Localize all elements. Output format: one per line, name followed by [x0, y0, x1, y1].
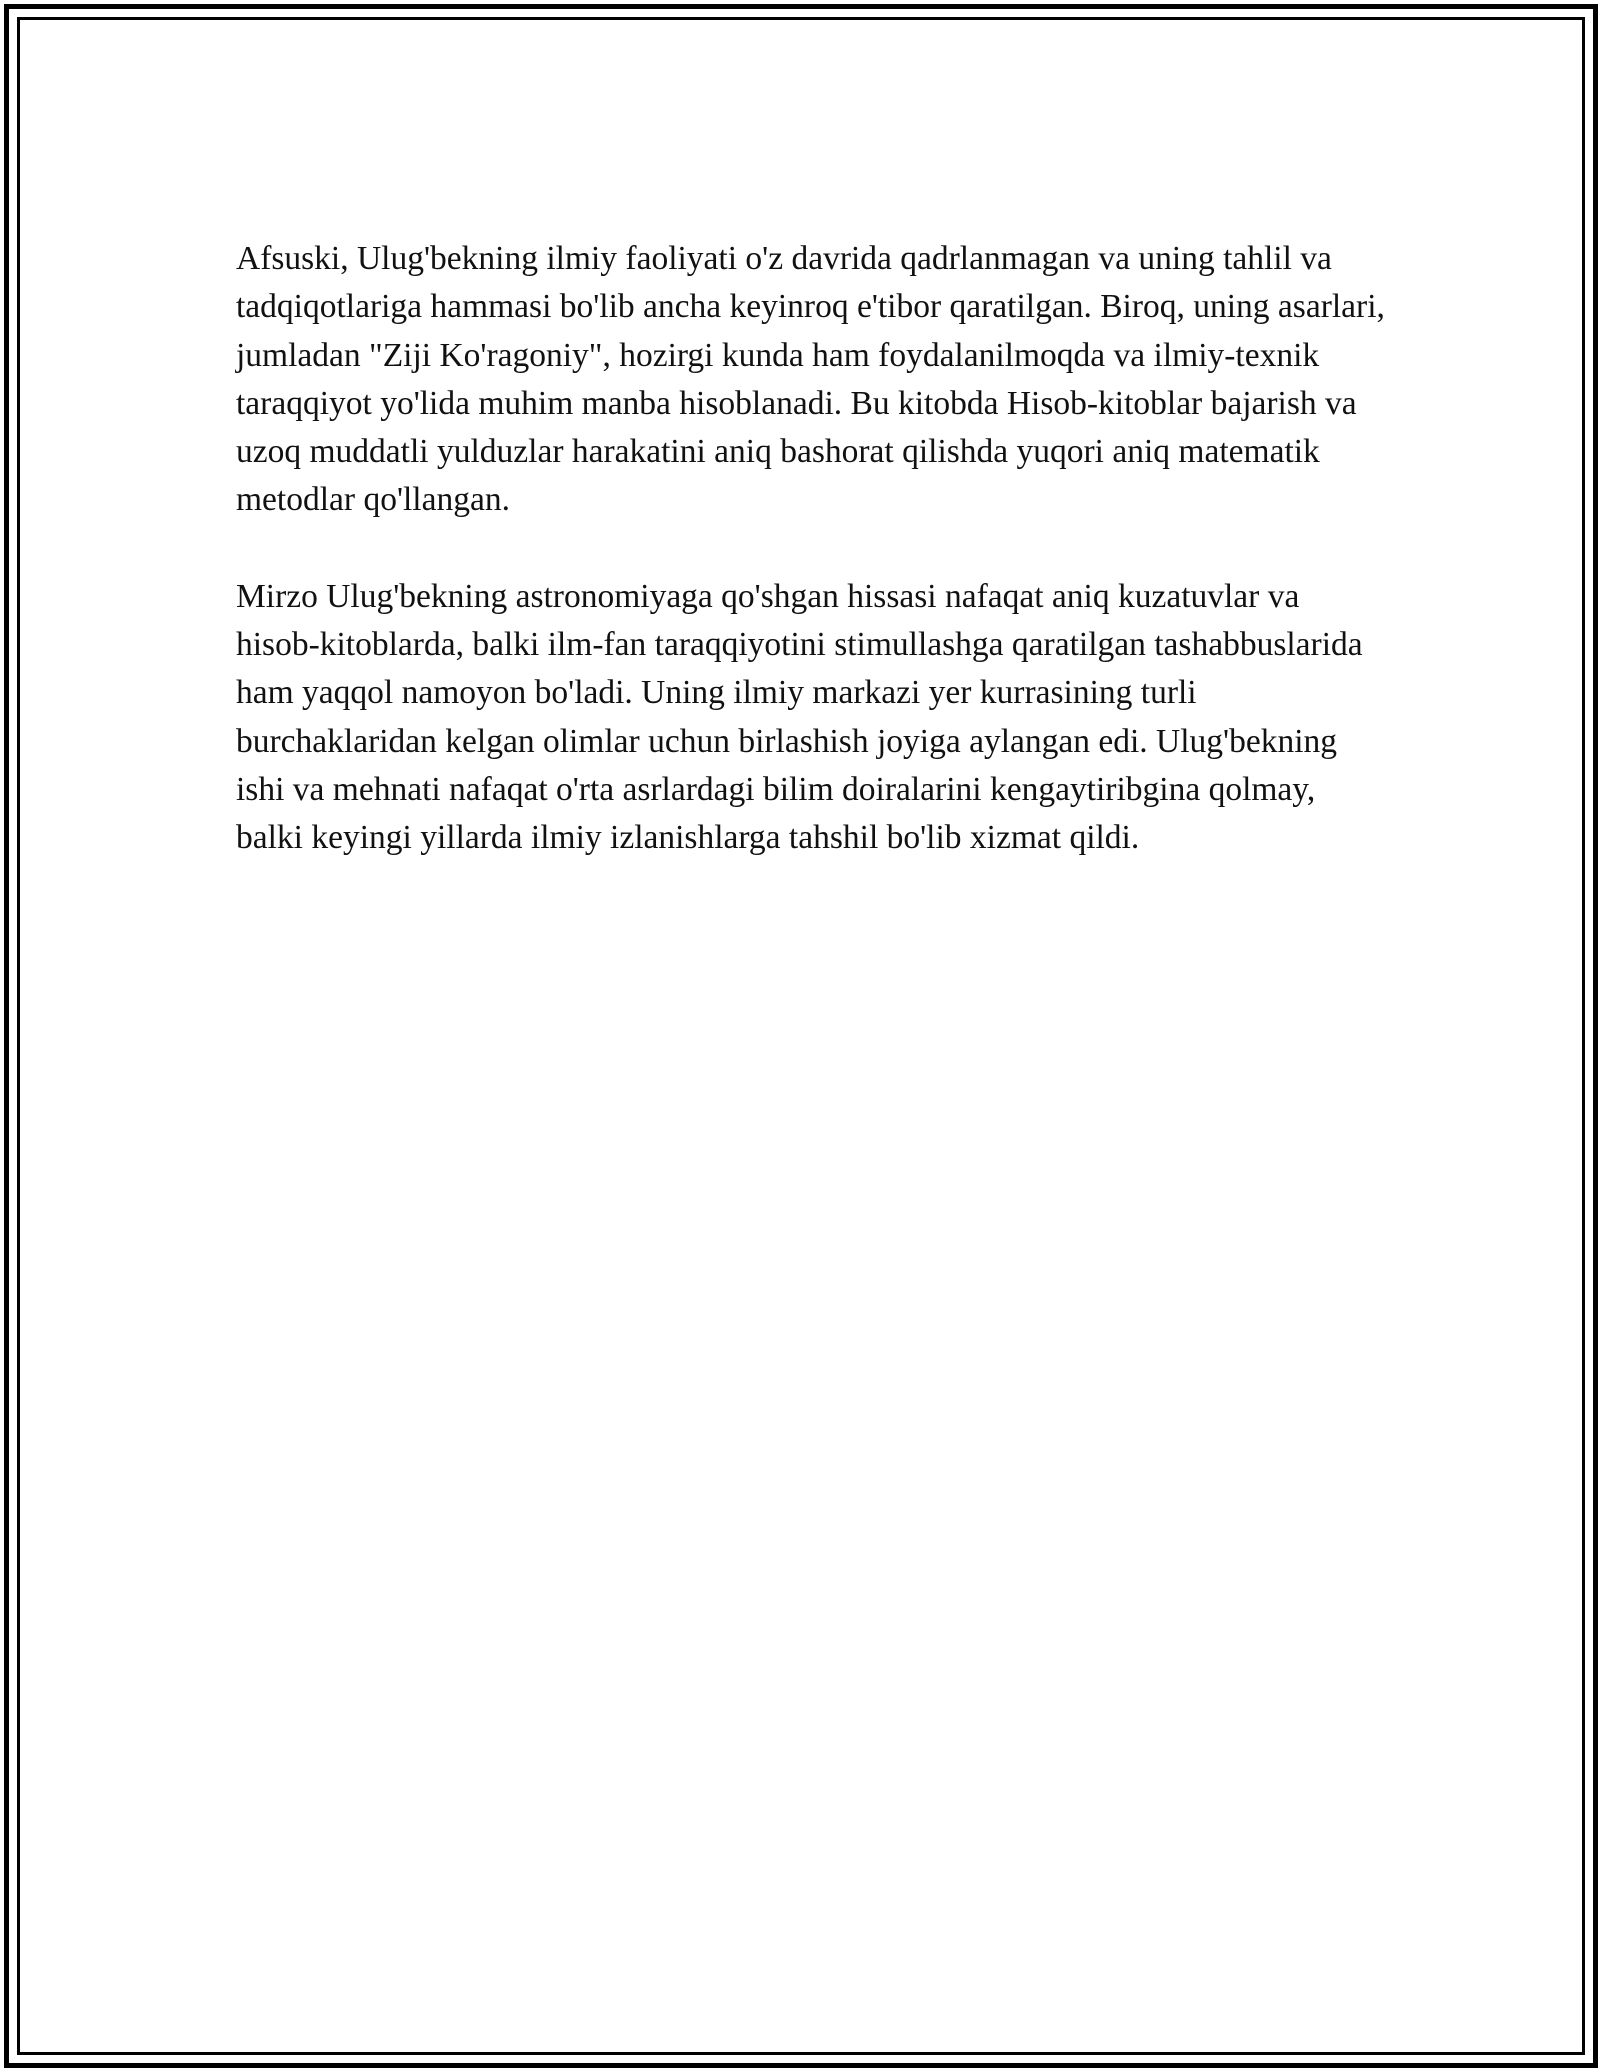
document-body: [236, 235, 1386, 911]
paragraph-1: Afsuski, Ulug'bekning ilmiy faoliyati o'z davrida qadrlanmagan va uning tahlil va tadqiqotlariga hammasi bo'lib ancha keyinroq e'tibor qaratilgan. Biroq, uning asarlari, jumladan "Ziji Ko'ragoniy", hozirgi kunda ham foydalanilmoqda va ilmiy-texnik taraqqiyot yo'lida muhim manba hisoblanadi. Bu kitobda Hisob-kitoblar bajarish va uzoq muddatli yulduzlar harakatini aniq bashorat qilishda yuqori aniq matematik metodlar qo'llangan.: [236, 240, 1385, 519]
paragraph-2: Mirzo Ulug'bekning astronomiyaga qo'shgan hissasi nafaqat aniq kuzatuvlar va hisob-kitoblarda, balki ilm-fan taraqqiyotini stimullashga qaratilgan tashabbuslarida ham yaqqol namoyon bo'ladi. Uning ilmiy markazi yer kurrasining turli burchaklaridan kelgan olimlar uchun birlashish joyiga aylangan edi. Ulug'bekning ishi va mehnati nafaqat o'rta asrlardagi bilim doiralarini kengaytiribgina qolmay, balki keyingi yillarda ilmiy izlanishlarga tahshil bo'lib xizmat qildi.: [236, 577, 1363, 857]
